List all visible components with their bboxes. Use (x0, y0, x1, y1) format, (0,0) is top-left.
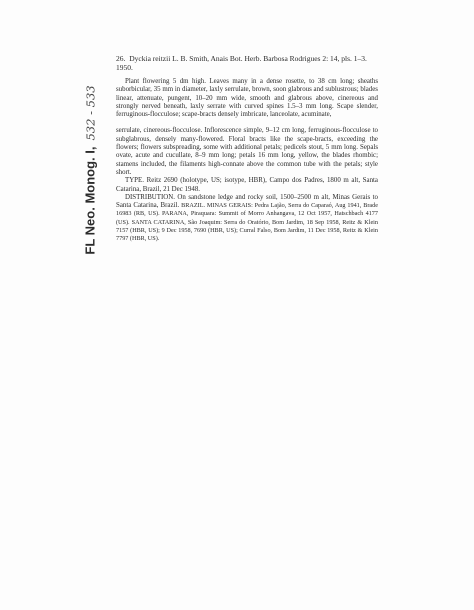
margin-series-label (83, 85, 98, 254)
species-entry (116, 54, 378, 244)
type-paragraph: TYPE. Reitz 2690 (holotype, US; isotype, HBR), Campo dos Padres, 1800 m alt, Santa Catarina, Brazil, 21 Dec 1948. (116, 177, 378, 193)
description-paragraph-1: Plant flowering 5 dm high. Leaves many in a dense rosette, to 38 cm long; sheaths suborbicular, 35 mm in diameter, laxly serrulate, brown, soon glabrous and sublustrous; blades linear, attenuate, pungent, 10–20 mm wide, smooth and glabrous above, cinereous and strongly nerved beneath, laxly serrate with curved spines 1.5–3 mm long. Scape slender, ferruginous-flocculose; scape-bracts densely imbricate, lanceolate, acuminate, (116, 78, 378, 119)
distribution-paragraph (116, 194, 378, 244)
distribution-text: DISTRIBUTION. On sandstone ledge and rocky soil, 1500–2500 m alt, Minas Gerais to Santa Catarina, Brazil. (116, 193, 378, 210)
series-label: FL Neo. Monog. I, (82, 146, 98, 255)
entry-number: 26. (116, 54, 126, 63)
entry-heading (116, 54, 378, 72)
description-paragraph-2: serrulate, cinereous-flocculose. Inflorescence simple, 9–12 cm long, ferruginous-flocculose to subglabrous, densely many-flowered. Floral bracts like the scape-bracts, exceeding the flowers; flowers subspreading, some with additional petals; pedicels stout, 5 mm long. Sepals ovate, acute and cucullate, 8–9 mm long; petals 16 mm long, yellow, the blades rhombic; stamens included, the filaments high-connate above the common tube with the petals; style short. (116, 127, 378, 176)
entry-title: Dyckia reitzii L. B. Smith, Anais Bot. Herb. Barbosa Rodrigues 2: 14, pls. 1–3. 1950. (116, 54, 367, 72)
specimens-text: BRAZIL. MINAS GERAIS: Pedra Lajão, Serra do Caparaó, Aug 1941, Brade 16983 (RB, US). PARANA, Piraquara: Summit of Morro Anhangava, 12 Oct 1957, Hatschbach 4177 (US). SANTA CATARINA, São Joaquim: Serra do Oratório, Bom Jardim, 18 Sep 1958, Reitz & Klein 7157 (HBR, US); 9 Dec 1958, 7690 (HBR, US); Curral Falso, Bom Jardim, 11 Dec 1958, Reitz & Klein 7797 (HBR, US). (116, 202, 378, 243)
handwritten-page-range: 532 - 533 (83, 85, 97, 141)
